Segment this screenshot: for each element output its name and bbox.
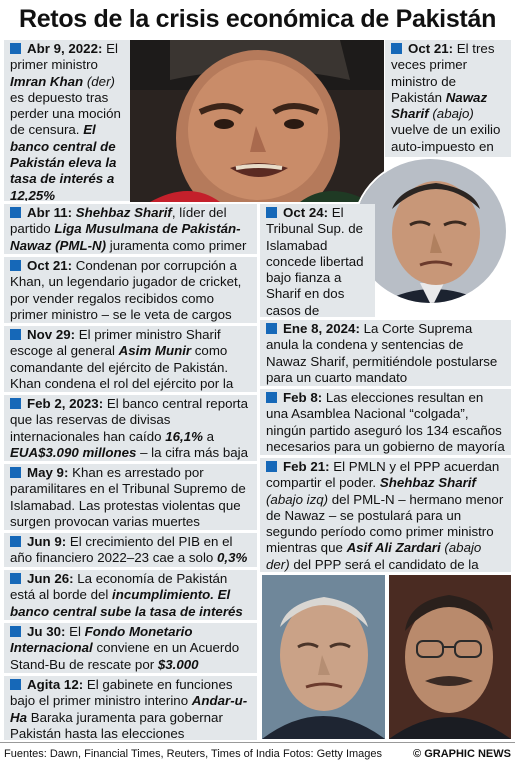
brand-credit: © GRAPHIC NEWS bbox=[413, 748, 511, 760]
sources-credit: Fuentes: Dawn, Financial Times, Reuters, Times of India bbox=[4, 748, 280, 760]
bullet-square bbox=[10, 679, 21, 690]
bullet-square bbox=[10, 398, 21, 409]
nawaz-sharif-photo bbox=[352, 157, 508, 305]
event-nov29: Nov 29: El primer ministro Sharif escoge al general Asim Munir como comandante del ejército de Pakistán. Khan condena el rol del ejército por la bbox=[4, 326, 257, 392]
event-may9: May 9: Khan es arrestado por paramilitares en el Tribunal Supremo de Islamabad. Las protestas violentas que surgen provocan varias muertes bbox=[4, 464, 257, 530]
bullet-square bbox=[10, 626, 21, 637]
event-jan8-2024: Ene 8, 2024: La Corte Suprema anula la condena y sentencias de Nawaz Sharif, permitiéndole postularse para un cuarto mandato bbox=[260, 320, 511, 386]
event-feb21: Feb 21: El PMLN y el PPP acuerdan compartir el poder. Shehbaz Sharif (abajo izq) del PML-N – hermano menor de Nawaz – se postulará para un segundo período como primer ministro mientras que Asif Ali Zardari (abajo der) del PPP será el candidato de la bbox=[260, 458, 511, 572]
footer bbox=[0, 743, 515, 766]
bullet-square bbox=[391, 43, 402, 54]
event-jun9: Jun 9: El crecimiento del PIB en el año financiero 2022–23 cae a solo 0,3% bbox=[4, 533, 257, 567]
bullet-square bbox=[10, 43, 21, 54]
bullet-square bbox=[10, 207, 21, 218]
event-apr9-2022: Abr 9, 2022: El primer ministro Imran Khan (der) es depuesto tras perder una moción de censura. El banco central de Pakistán eleva la tasa de interés a 12,25% bbox=[4, 40, 130, 201]
event-oct21-2022: Oct 21: Condenan por corrupción a Khan, un legendario jugador de cricket, por vender regalos recibidos como primer ministro – se le veta de cargos bbox=[4, 257, 257, 323]
bullet-square bbox=[10, 467, 21, 478]
event-oct24: Oct 24: El Tribunal Sup. de Islamabad concede libertad bajo fianza a Sharif en dos casos de bbox=[260, 204, 375, 317]
bullet-square bbox=[10, 573, 21, 584]
bullet-square bbox=[10, 329, 21, 340]
bullet-square bbox=[266, 461, 277, 472]
photos-credit: Fotos: Getty Images bbox=[283, 748, 383, 760]
event-jul30: Ju 30: El Fondo Monetario Internacional conviene en un Acuerdo Stand-Bu de rescate por $3.000 bbox=[4, 623, 257, 673]
bullet-square bbox=[266, 323, 277, 334]
bullet-square bbox=[266, 207, 277, 218]
page-title: Retos de la crisis económica de Pakistán bbox=[18, 5, 497, 33]
event-feb2-2023: Feb 2, 2023: El banco central reporta que las reservas de divisas internacionales han caído 16,1% a EUA$3.090 millones – la cifra más baja bbox=[4, 395, 257, 461]
event-jun26: Jun 26: La economía de Pakistán está al borde del incumplimiento. El banco central sube la tasa de interés bbox=[4, 570, 257, 620]
bullet-square bbox=[266, 392, 277, 403]
event-feb8: Feb 8: Las elecciones resultan en una Asamblea Nacional “colgada”, ningún partido aseguró los 134 escaños necesarios para un gobierno de mayoría bbox=[260, 389, 511, 455]
shehbaz-sharif-photo bbox=[262, 575, 385, 739]
bullet-square bbox=[10, 536, 21, 547]
bullet-square bbox=[10, 260, 21, 271]
event-aug12: Agita 12: El gabinete en funciones bajo el primer ministro interino Andar-u-Ha Baraka juramenta para gobernar Pakistán hasta las elecciones bbox=[4, 676, 257, 740]
event-oct21-2023: Oct 21: El tres veces primer ministro de Pakistán Nawaz Sharif (abajo) vuelve de un exilio auto-impuesto en bbox=[385, 40, 511, 157]
imran-khan-photo bbox=[130, 40, 384, 202]
event-apr11: Abr 11: Shehbaz Sharif, líder del partido Liga Musulmana de Pakistán-Nawaz (PML-N) juramenta como primer bbox=[4, 204, 257, 254]
asif-zardari-photo bbox=[389, 575, 511, 739]
